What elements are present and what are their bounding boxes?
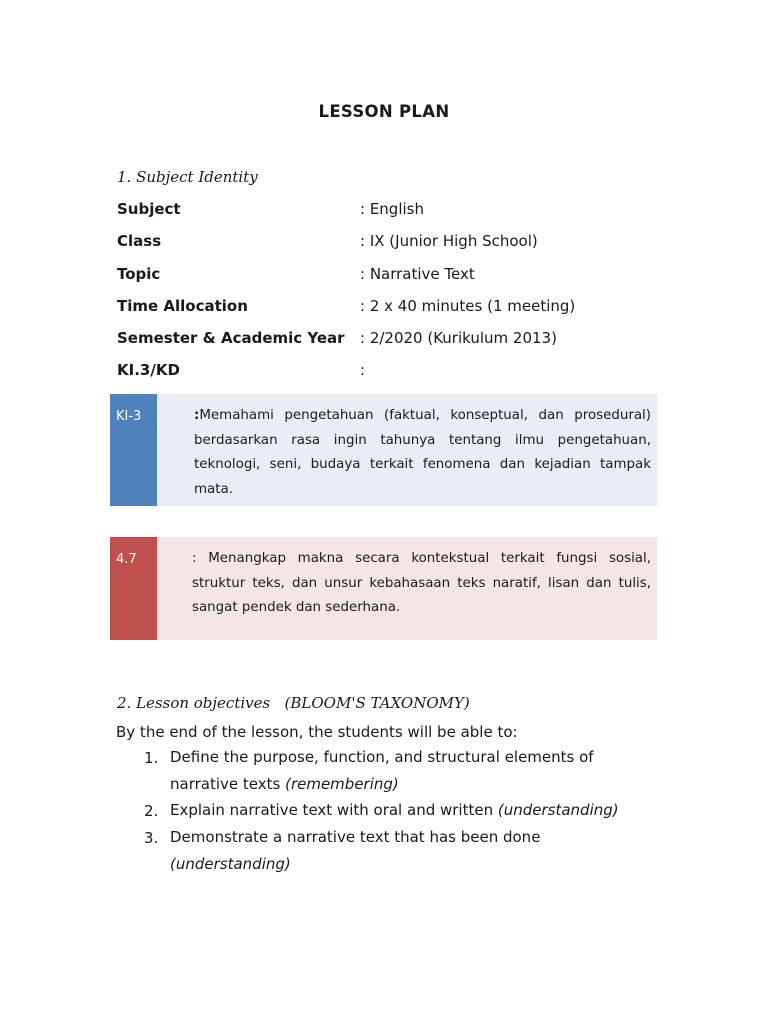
- lesson-objectives-label: 2. Lesson objectives: [117, 694, 271, 712]
- document-title: LESSON PLAN: [318, 102, 450, 121]
- objective-text: Explain narrative text with oral and written: [170, 801, 494, 819]
- objective-text: Define the purpose, function, and structural elements of narrative texts: [170, 748, 594, 793]
- identity-value-semester: : 2/2020 (Kurikulum 2013): [360, 329, 557, 347]
- blooms-taxonomy-label: (BLOOM'S TAXONOMY): [284, 694, 470, 712]
- identity-value-time-allocation: : 2 x 40 minutes (1 meeting): [360, 297, 576, 315]
- objective-number: 1.: [144, 749, 159, 767]
- kd47-block: [110, 537, 657, 640]
- objective-item: [170, 744, 640, 798]
- identity-label-subject: Subject: [117, 200, 181, 218]
- objective-number: 3.: [144, 829, 159, 847]
- identity-label-ki-kd: KI.3/KD: [117, 361, 180, 379]
- identity-label-class: Class: [117, 232, 162, 250]
- objective-text: Demonstrate a narrative text that has been done: [170, 828, 541, 846]
- kd47-colon: :: [192, 551, 197, 566]
- identity-value-topic: : Narrative Text: [360, 265, 475, 283]
- ki3-colon: :: [194, 408, 200, 423]
- objective-item: [170, 797, 640, 824]
- kd47-text: [192, 547, 651, 621]
- section-heading-subject-identity: 1. Subject Identity: [117, 168, 258, 186]
- identity-label-topic: Topic: [117, 265, 161, 283]
- objective-level: (understanding): [170, 855, 291, 873]
- identity-label-semester: Semester & Academic Year: [117, 329, 345, 347]
- identity-value-ki-kd: :: [360, 361, 366, 379]
- identity-value-subject: : English: [360, 200, 424, 218]
- kd47-tag: [110, 537, 157, 640]
- objective-item: [170, 824, 580, 878]
- identity-label-time-allocation: Time Allocation: [117, 297, 248, 315]
- ki3-text: [194, 404, 651, 502]
- objectives-lead: By the end of the lesson, the students will be able to:: [116, 723, 518, 741]
- ki3-tag: [110, 394, 157, 506]
- ki3-block: [110, 394, 657, 506]
- identity-value-class: : IX (Junior High School): [360, 232, 538, 250]
- objective-level: (understanding): [497, 801, 619, 819]
- kd47-tag-label: 4.7: [116, 552, 137, 567]
- objective-level: (remembering): [285, 775, 399, 793]
- ki3-description: Memahami pengetahuan (faktual, konseptual, dan prosedural) berdasarkan rasa ingin tahunya tentang ilmu pengetahuan, teknologi, seni, budaya terkait fenomena dan kejadian tampak mata.: [194, 408, 651, 497]
- ki3-tag-label: KI-3: [116, 409, 142, 424]
- kd47-description: Menangkap makna secara kontekstual terkait fungsi sosial, struktur teks, dan unsur kebahasaan teks naratif, lisan dan tulis, sangat pendek dan sederhana.: [192, 551, 651, 615]
- section-heading-lesson-objectives: [117, 694, 470, 712]
- objective-number: 2.: [144, 802, 159, 820]
